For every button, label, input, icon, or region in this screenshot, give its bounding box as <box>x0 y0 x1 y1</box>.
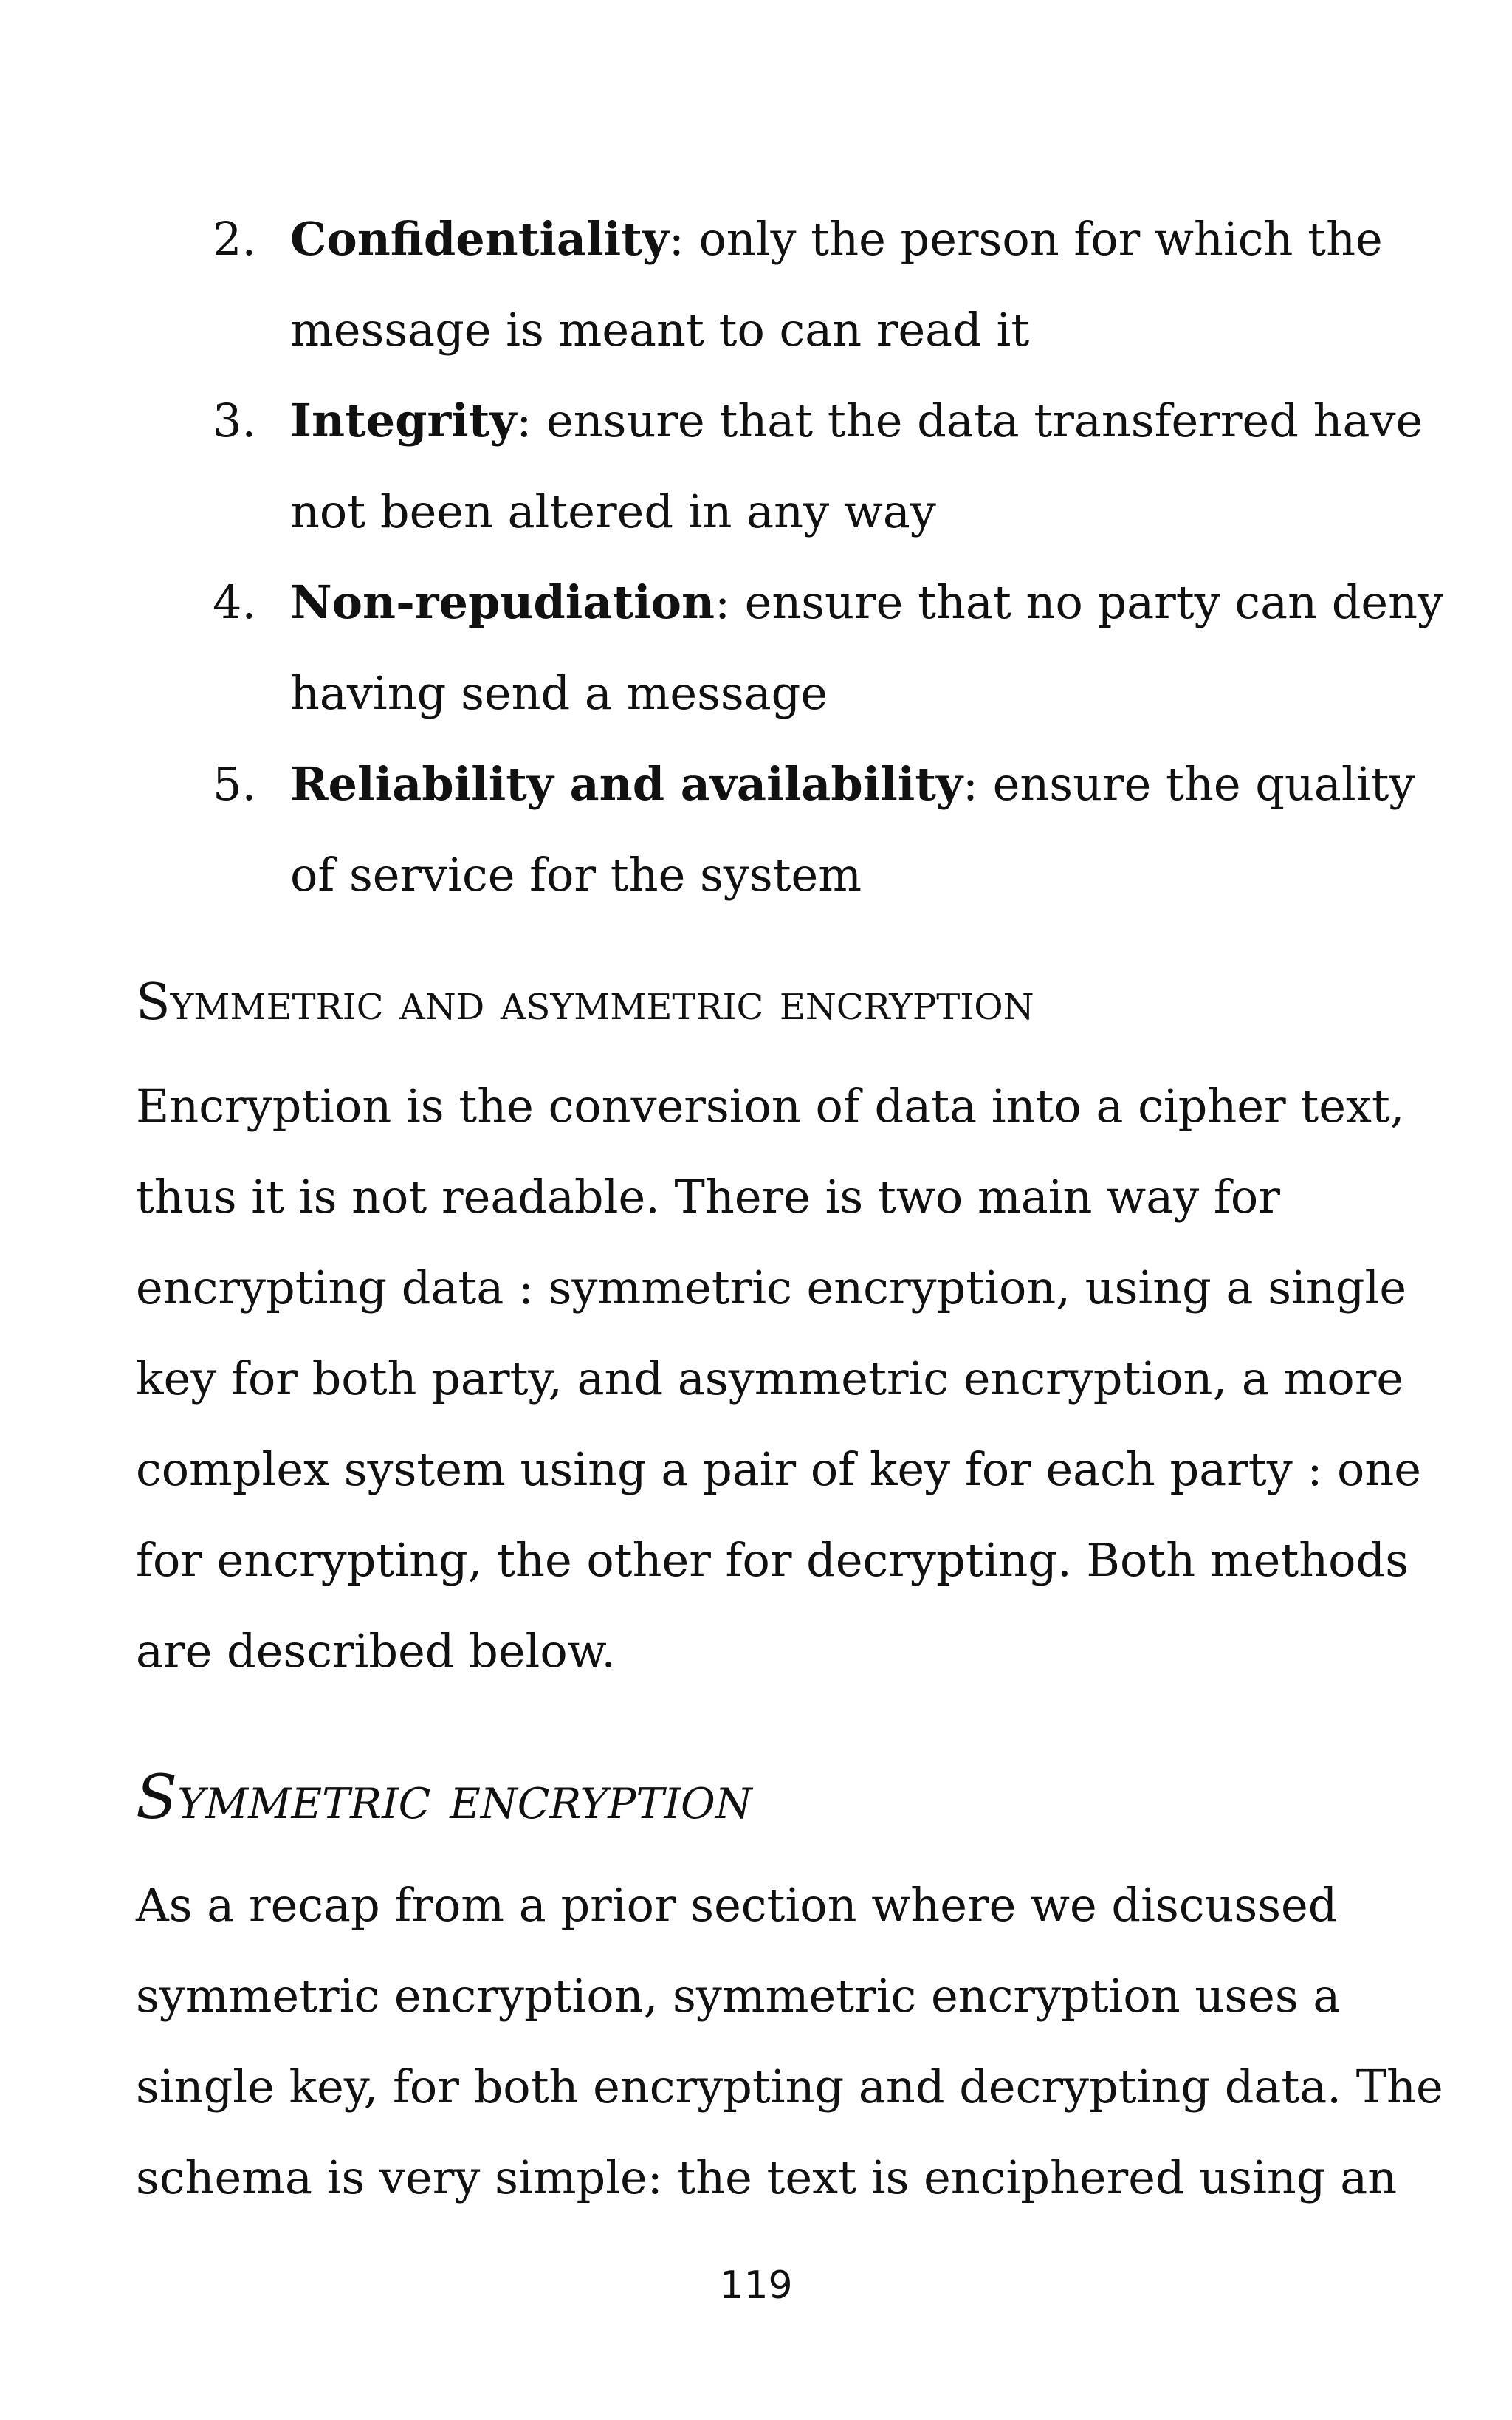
section-paragraph <box>136 1060 1421 1696</box>
paragraph-line: symmetric encryption, symmetric encryption uses a <box>136 1969 1341 2023</box>
list-text: : ensure that no party can deny <box>715 575 1444 629</box>
list-item-line <box>290 375 1423 466</box>
list-item-line: having send a message <box>290 666 828 720</box>
paragraph-line: key for both party, and asymmetric encryption, a more <box>136 1351 1404 1405</box>
list-term: Non-repudiation <box>290 575 715 629</box>
paragraph-line: Encryption is the conversion of data into a cipher text, <box>136 1079 1405 1133</box>
list-item-integrity <box>0 375 1512 557</box>
paragraph-line: As a recap from a prior section where we discussed <box>136 1878 1338 1932</box>
list-term: Confidentiality <box>290 212 669 266</box>
list-number: 3. <box>213 394 257 448</box>
list-item-reliability <box>0 738 1512 920</box>
paragraph-line: single key, for both encrypting and decrypting data. The <box>136 2060 1443 2114</box>
paragraph-line: are described below. <box>136 1624 616 1678</box>
paragraph-line: thus it is not readable. There is two main way for <box>136 1170 1280 1224</box>
list-term: Integrity <box>290 394 517 448</box>
list-term: Reliability and availability <box>290 757 963 811</box>
list-item-line: not been altered in any way <box>290 484 936 538</box>
list-item-line: message is meant to can read it <box>290 303 1030 357</box>
paragraph-line: encrypting data : symmetric encryption, using a single <box>136 1261 1407 1314</box>
list-text: : ensure the quality <box>963 757 1415 811</box>
paragraph-line: complex system using a pair of key for each party : one <box>136 1442 1421 1496</box>
section-heading: Symmetric and asymmetric encryption <box>136 973 1034 1032</box>
list-item-line <box>290 193 1409 284</box>
list-number: 2. <box>213 212 257 266</box>
list-item-line <box>290 738 1415 829</box>
list-item-line <box>290 557 1444 648</box>
list-text: : ensure that the data transferred have <box>516 394 1423 448</box>
list-number: 4. <box>213 575 257 629</box>
page-number: 119 <box>719 2263 793 2308</box>
list-item-confidentiality <box>0 193 1512 375</box>
subsection-heading: Symmetric encryption <box>136 1763 752 1833</box>
paragraph-line: schema is very simple: the text is enciphered using an <box>136 2150 1398 2204</box>
list-text: : only the person for which the <box>668 212 1383 266</box>
subsection-paragraph <box>136 1859 1443 2223</box>
list-item-line: of service for the system <box>290 848 862 902</box>
list-item-non-repudiation <box>0 557 1512 738</box>
paragraph-line: for encrypting, the other for decrypting. Both methods <box>136 1533 1409 1587</box>
list-number: 5. <box>213 757 257 811</box>
numbered-list <box>0 193 1512 920</box>
